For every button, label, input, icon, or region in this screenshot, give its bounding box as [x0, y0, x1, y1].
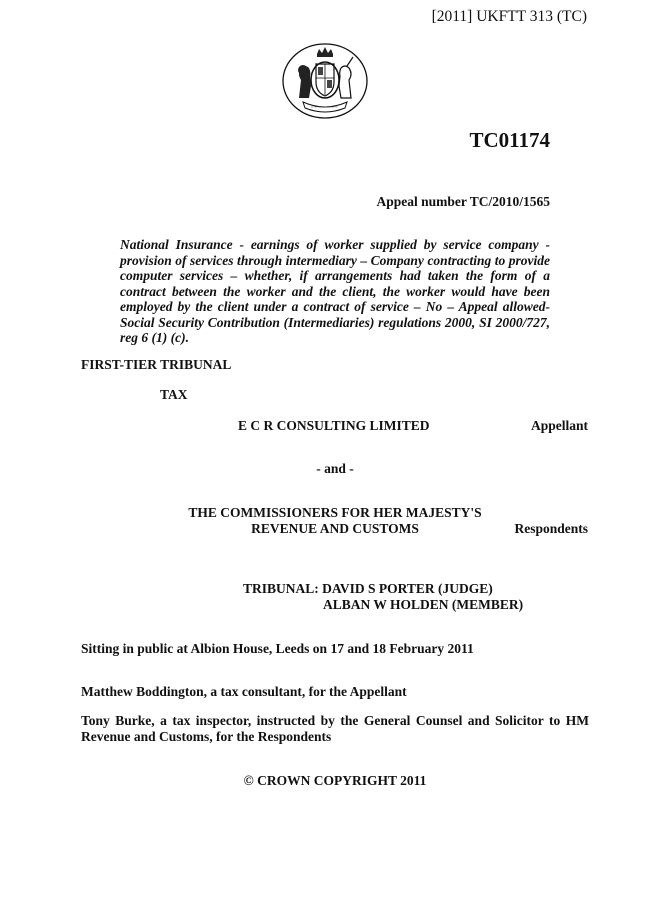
case-number: TC01174 [469, 128, 550, 152]
and-separator: - and - [316, 461, 354, 476]
tribunal-members [243, 581, 523, 612]
respondent-representation: Tony Burke, a tax inspector, instructed by the General Counsel and Solicitor to HM Revenue and Customs, for the Respondents [81, 713, 589, 744]
sitting-details: Sitting in public at Albion House, Leeds on 17 and 18 February 2011 [81, 641, 474, 656]
respondent-name-line1: THE COMMISSIONERS FOR HER MAJESTY'S [188, 505, 482, 520]
appellant-representation: Matthew Boddington, a tax consultant, for the Appellant [81, 684, 407, 699]
neutral-citation: [2011] UKFTT 313 (TC) [431, 8, 587, 25]
tribunal-judge: TRIBUNAL: DAVID S PORTER (JUDGE) [243, 581, 493, 596]
respondent-role: Respondents [514, 521, 588, 536]
tribunal-member: ALBAN W HOLDEN (MEMBER) [323, 596, 524, 612]
appellant-name: E C R CONSULTING LIMITED [238, 418, 430, 433]
tribunal-title: FIRST-TIER TRIBUNAL [81, 357, 232, 372]
tribunal-chamber: TAX [160, 387, 188, 402]
appeal-number: Appeal number TC/2010/1565 [376, 194, 550, 209]
respondent-name-line2: REVENUE AND CUSTOMS [251, 520, 419, 536]
copyright-notice: © CROWN COPYRIGHT 2011 [243, 773, 427, 788]
headnote: National Insurance - earnings of worker supplied by service company - provision of services through intermediary – Company contracting to provide computer services – whether, if arrangements had taken the form of a contract between the worker and the client, the worker would have been employed by the client under a contract of service – No – Appeal allowed- Social Security Contribution (Intermediaries) regulations 2000, SI 2000/727, reg 6 (1) (c). [120, 237, 550, 345]
royal-crest-icon [281, 42, 369, 120]
appellant-role: Appellant [530, 418, 588, 433]
respondent-name [150, 505, 520, 536]
